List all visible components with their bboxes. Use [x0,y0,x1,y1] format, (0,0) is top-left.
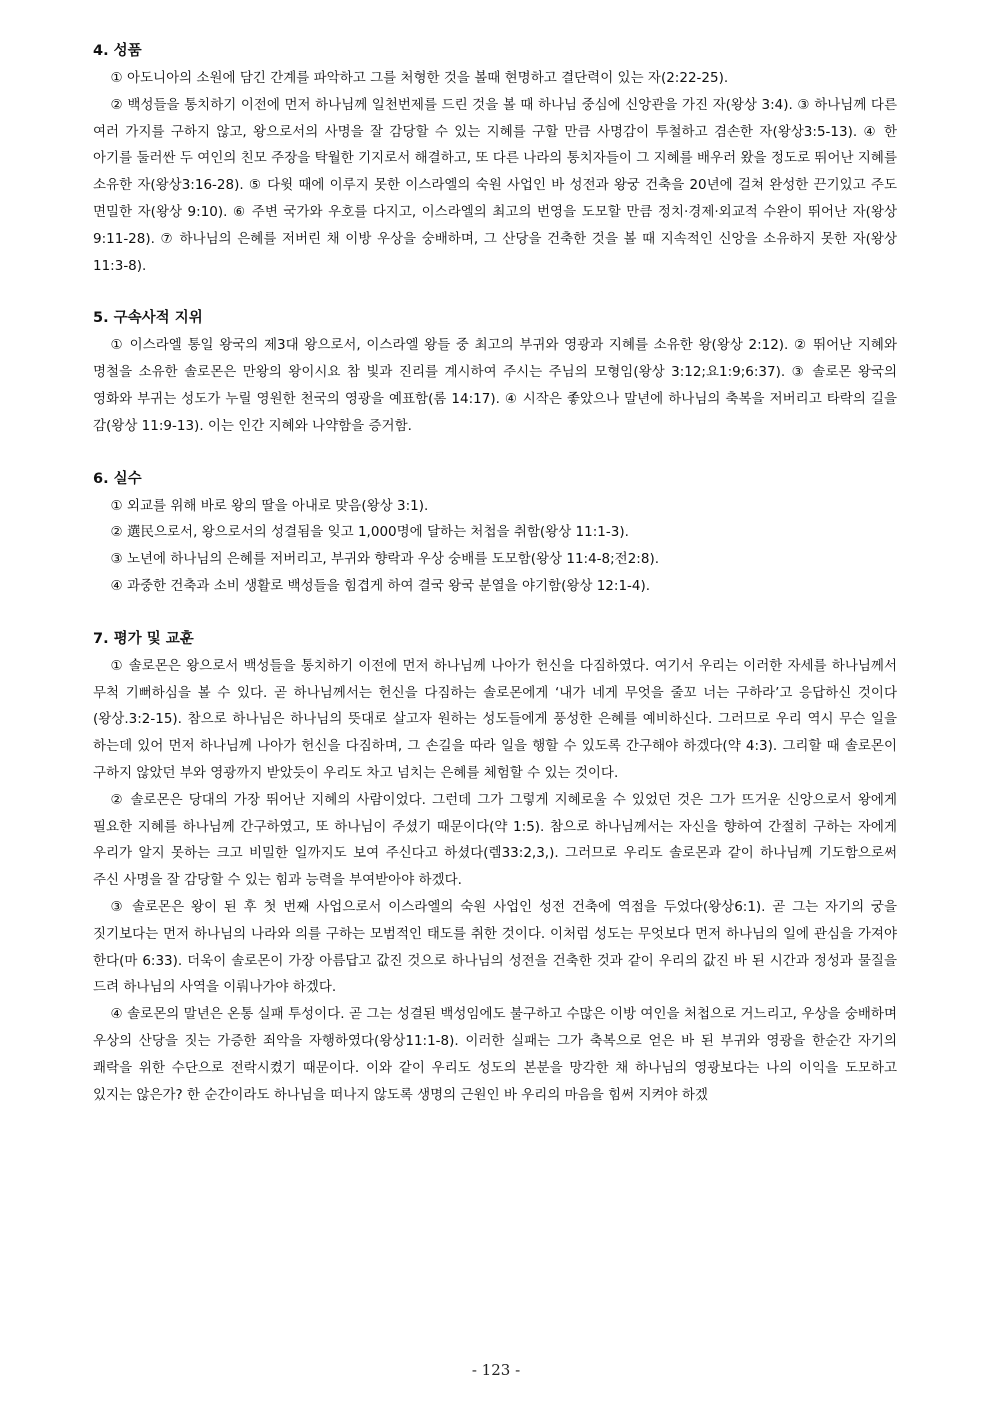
paragraph: ① 아도니아의 소원에 담긴 간계를 파악하고 그를 처형한 것을 볼때 현명하고 결단력이 있는 자(2:22-25). [110,70,729,86]
section-mistakes [93,466,897,600]
section-heading: 4. 성품 [93,43,142,59]
section-redemptive-status [93,305,897,439]
section-heading: 7. 평가 및 교훈 [93,630,194,647]
page-number: - 123 - [471,1361,521,1379]
paragraph: ① 솔로몬은 왕으로서 백성들을 통치하기 이전에 먼저 하나님께 나아가 헌신을 다짐하였다. 여기서 우리는 이러한 자세를 하나님께서 무척 기뻐하심을 볼 수 있다. 곧 하나님께서는 헌신을 다짐하는 솔로몬에게 ‘내가 네게 무엇을 줄꼬 너는 구하라’고 응답하신 것이다(왕상.3:2-15). 참으로 하나님은 하나님의 뜻대로 살고자 원하는 성도들에게 풍성한 은혜를 예비하신다. 그러므로 우리 역시 무슨 일을 하는데 있어 먼저 하나님께 나아가 헌신을 다짐하며, 그 손길을 따라 일을 행할 수 있도록 간구해야 하겠다(약 4:3). 그리할 때 솔로몬이 구하지 않았던 부와 영광까지 받았듯이 우리도 차고 넘치는 은혜를 체험할 수 있는 것이다. [93,657,897,781]
list-item: ④ 과중한 건축과 소비 생활로 백성들을 힘겹게 하여 결국 왕국 분열을 야기함(왕상 12:1-4). [110,577,651,594]
paragraph: ② 솔로몬은 당대의 가장 뛰어난 지혜의 사람이었다. 그런데 그가 그렇게 지혜로울 수 있었던 것은 그가 뜨거운 신앙으로서 왕에게 필요한 지혜를 하나님께 간구하였고, 또 하나님이 주셨기 때문이다(약 1:5). 참으로 하나님께서는 자신을 향하여 간절히 구하는 자에게 우리가 알지 못하는 크고 비밀한 일까지도 보여 주신다고 하셨다(렘33:2,3,). 그러므로 우리도 솔로몬과 같이 하나님께 기도함으로써 주신 사명을 잘 감당할 수 있는 힘과 능력을 부여받아야 하겠다. [93,791,897,889]
list-item: ③ 노년에 하나님의 은혜를 저버리고, 부귀와 향락과 우상 숭배를 도모함(왕상 11:4-8;전2:8). [110,551,659,568]
document-page [93,38,897,1108]
paragraph: ④ 솔로몬의 말년은 온통 실패 투성이다. 곧 그는 성결된 백성임에도 불구하고 수많은 이방 여인을 처첩으로 거느리고, 우상을 숭배하며 우상의 산당을 짓는 가증한 죄악을 자행하였다(왕상11:1-8). 이러한 실패는 그가 축복으로 얻은 바 된 부귀와 영광을 한순간 자기의 쾌락을 위한 수단으로 전락시켰기 때문이다. 이와 같이 우리도 성도의 본분을 망각한 채 하나님의 영광보다는 나의 이익을 도모하고 있지는 않은가? 한 순간이라도 하나님을 떠나지 않도록 생명의 근원인 바 우리의 마음을 힘써 지켜야 하겠 [93,1006,897,1103]
section-evaluation-lessons [93,626,897,1109]
paragraph: ① 이스라엘 통일 왕국의 제3대 왕으로서, 이스라엘 왕들 중 최고의 부귀와 영광과 지혜를 소유한 왕(왕상 2:12). ② 뛰어난 지혜와 명철을 소유한 솔로몬은 만왕의 왕이시요 참 빛과 진리를 계시하여 주시는 주님의 모형임(왕상 3:12;요1:9;6:37). ③ 솔로몬 왕국의 영화와 부귀는 성도가 누릴 영원한 천국의 영광을 예표함(롬 14:17). ④ 시작은 좋았으나 말년에 하나님의 축복을 저버리고 타락의 길을 감(왕상 11:9-13). 이는 인간 지혜와 나약함을 증거함. [93,337,897,434]
list-item: ① 외교를 위해 바로 왕의 딸을 아내로 맞음(왕상 3:1). [110,497,429,514]
paragraph: ③ 솔로몬은 왕이 된 후 첫 번째 사업으로서 이스라엘의 숙원 사업인 성전 건축에 역점을 두었다(왕상6:1). 곧 그는 자기의 궁을 짓기보다는 먼저 하나님의 나라와 의를 구하는 모범적인 태도를 취한 것이다. 이처럼 성도는 무엇보다 먼저 하나님의 일에 관심을 가져야 한다(마 6:33). 더욱이 솔로몬이 가장 아름답고 값진 것으로 하나님의 성전을 건축한 것과 같이 우리의 값진 바 된 시간과 정성과 물질을 드려 하나님의 사역을 이뤄나가야 하겠다. [93,898,897,996]
list-item: ② 選民으로서, 왕으로서의 성결됨을 잊고 1,000명에 달하는 처첩을 취함(왕상 11:1-3). [110,524,629,541]
section-character [93,38,897,279]
section-heading: 5. 구속사적 지위 [93,310,203,327]
section-heading: 6. 실수 [93,470,142,487]
paragraph: ② 백성들을 통치하기 이전에 먼저 하나님께 일천번제를 드린 것을 볼 때 하나님 중심에 신앙관을 가진 자(왕상 3:4). ③ 하나님께 다른 여러 가지를 구하지 않고, 왕으로서의 사명을 잘 감당할 수 있는 지혜를 구할 만큼 사명감이 투철하고 겸손한 자(왕상3:5-13). ④ 한 아기를 둘러싼 두 여인의 친모 주장을 탁월한 기지로서 해결하고, 또 다른 나라의 통치자들이 그 지혜를 배우러 왔을 정도로 뛰어난 지혜를 소유한 자(왕상3:16-28). ⑤ 다윗 때에 이루지 못한 이스라엘의 숙원 사업인 바 성전과 왕궁 건축을 20년에 걸쳐 완성한 끈기있고 주도 면밀한 자(왕상 9:10). ⑥ 주변 국가와 우호를 다지고, 이스라엘의 최고의 번영을 도모할 만큼 정치·경제·외교적 수완이 뛰어난 자(왕상 9:11-28). ⑦ 하나님의 은혜를 저버린 채 이방 우상을 숭배하며, 그 산당을 건축한 것을 볼 때 지속적인 신앙을 소유하지 못한 자(왕상 11:3-8). [93,96,897,274]
